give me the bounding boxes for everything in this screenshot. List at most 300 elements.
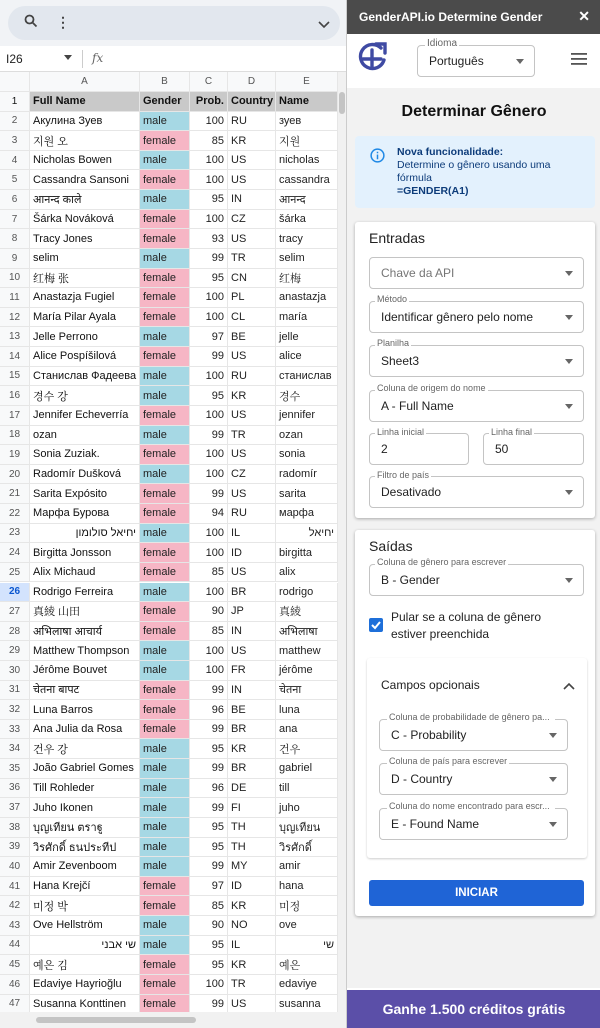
hamburger-menu-icon[interactable] [571,52,587,70]
name-cell[interactable]: Susanna Konttinen [30,995,140,1014]
gender-cell[interactable]: female [140,229,190,248]
country-cell[interactable]: US [228,170,276,189]
country-cell[interactable]: FI [228,798,276,817]
found-name-cell[interactable]: 真綾 [276,602,338,621]
row-number[interactable]: 28 [0,622,30,641]
row-number[interactable]: 4 [0,151,30,170]
row-number[interactable]: 45 [0,955,30,974]
gender-cell[interactable]: female [140,975,190,994]
found-name-column-select[interactable] [379,808,568,840]
start-button[interactable]: INICIAR [369,880,584,906]
found-name-cell[interactable]: ana [276,720,338,739]
gender-cell[interactable]: male [140,367,190,386]
probability-cell[interactable]: 99 [190,426,228,445]
country-cell[interactable]: KR [228,955,276,974]
name-cell[interactable]: 예은 김 [30,955,140,974]
country-cell[interactable]: US [228,995,276,1014]
name-cell[interactable]: שי אבני [30,936,140,955]
probability-cell[interactable]: 85 [190,131,228,150]
name-cell[interactable]: Alice Pospíšilová [30,347,140,366]
country-cell[interactable]: CL [228,308,276,327]
found-name-cell[interactable]: станислав [276,367,338,386]
gender-cell[interactable]: male [140,327,190,346]
gender-cell[interactable]: female [140,622,190,641]
country-cell[interactable]: KR [228,386,276,405]
probability-cell[interactable]: 95 [190,838,228,857]
start-row-input[interactable] [369,433,469,465]
gender-cell[interactable]: female [140,602,190,621]
found-name-cell[interactable]: radomír [276,465,338,484]
country-cell[interactable]: CN [228,269,276,288]
found-name-cell[interactable]: ozan [276,426,338,445]
row-number[interactable]: 12 [0,308,30,327]
name-cell[interactable]: ozan [30,426,140,445]
probability-cell[interactable]: 100 [190,583,228,602]
probability-cell[interactable]: 100 [190,445,228,464]
country-cell[interactable]: RU [228,367,276,386]
header-cell[interactable]: Country [228,92,276,111]
country-cell[interactable]: US [228,151,276,170]
gender-cell[interactable]: male [140,583,190,602]
row-number[interactable]: 25 [0,563,30,582]
found-name-cell[interactable]: juho [276,798,338,817]
country-cell[interactable]: BR [228,583,276,602]
found-name-cell[interactable]: jelle [276,327,338,346]
probability-cell[interactable]: 99 [190,484,228,503]
probability-cell[interactable]: 99 [190,681,228,700]
found-name-cell[interactable]: 红梅 [276,269,338,288]
name-cell[interactable]: Марфа Бурова [30,504,140,523]
found-name-cell[interactable]: วิรศักดิ์ [276,838,338,857]
probability-cell[interactable]: 90 [190,916,228,935]
gender-cell[interactable]: male [140,249,190,268]
country-column-select[interactable] [379,763,568,795]
found-name-cell[interactable]: บุญเทียน [276,818,338,837]
country-cell[interactable]: FR [228,661,276,680]
country-cell[interactable]: IN [228,681,276,700]
gender-cell[interactable]: male [140,190,190,209]
probability-cell[interactable]: 99 [190,995,228,1014]
country-cell[interactable]: CZ [228,465,276,484]
name-cell[interactable]: Juho Ikonen [30,798,140,817]
header-cell[interactable]: Gender [140,92,190,111]
row-number[interactable]: 32 [0,700,30,719]
country-cell[interactable]: US [228,445,276,464]
country-cell[interactable]: TR [228,426,276,445]
gender-cell[interactable]: male [140,151,190,170]
row-number[interactable]: 44 [0,936,30,955]
found-name-cell[interactable]: tracy [276,229,338,248]
gender-cell[interactable]: male [140,386,190,405]
country-cell[interactable]: IL [228,936,276,955]
probability-cell[interactable]: 97 [190,327,228,346]
country-cell[interactable]: IL [228,524,276,543]
gender-cell[interactable]: female [140,877,190,896]
gender-cell[interactable]: female [140,896,190,915]
gender-cell[interactable]: male [140,798,190,817]
found-name-cell[interactable]: cassandra [276,170,338,189]
probability-cell[interactable]: 96 [190,779,228,798]
country-cell[interactable]: TR [228,975,276,994]
found-name-cell[interactable]: sonia [276,445,338,464]
gender-cell[interactable]: male [140,524,190,543]
name-cell[interactable]: วิรศักดิ์ ธนประทีป [30,838,140,857]
gender-cell[interactable]: female [140,308,190,327]
probability-cell[interactable]: 100 [190,367,228,386]
found-name-cell[interactable]: alix [276,563,338,582]
gender-column-select[interactable] [369,564,584,596]
gender-cell[interactable]: female [140,170,190,189]
gender-cell[interactable]: male [140,465,190,484]
probability-cell[interactable]: 95 [190,269,228,288]
name-cell[interactable]: Hana Krejčí [30,877,140,896]
row-number[interactable]: 24 [0,543,30,562]
name-cell[interactable]: 真綾 山田 [30,602,140,621]
name-cell[interactable]: João Gabriel Gomes [30,759,140,778]
found-name-cell[interactable]: 지원 [276,131,338,150]
probability-cell[interactable]: 100 [190,308,228,327]
column-letter[interactable]: A [30,72,140,91]
skip-checkbox[interactable] [369,618,383,632]
name-cell[interactable]: Акулина Зуев [30,112,140,131]
found-name-cell[interactable]: edaviye [276,975,338,994]
row-number[interactable]: 22 [0,504,30,523]
name-cell[interactable]: चेतना बापट [30,681,140,700]
probability-cell[interactable]: 96 [190,700,228,719]
probability-cell[interactable]: 95 [190,818,228,837]
source-column-select[interactable] [369,390,584,422]
name-cell[interactable]: Cassandra Sansoni [30,170,140,189]
name-cell[interactable]: selim [30,249,140,268]
country-cell[interactable]: KR [228,739,276,758]
gender-cell[interactable]: female [140,543,190,562]
found-name-cell[interactable]: 예은 [276,955,338,974]
row-number[interactable]: 43 [0,916,30,935]
name-cell[interactable]: יחיאל סולומון [30,524,140,543]
gender-cell[interactable]: male [140,739,190,758]
probability-cell[interactable]: 99 [190,798,228,817]
country-cell[interactable]: US [228,406,276,425]
name-cell[interactable]: 경수 강 [30,386,140,405]
name-cell[interactable]: आनन्द काले [30,190,140,209]
column-letter[interactable]: B [140,72,190,91]
header-cell[interactable]: Prob. [190,92,228,111]
country-cell[interactable]: US [228,641,276,660]
probability-cell[interactable]: 100 [190,661,228,680]
row-number[interactable]: 20 [0,465,30,484]
name-cell[interactable]: 지원 오 [30,131,140,150]
found-name-cell[interactable]: 경수 [276,386,338,405]
gender-cell[interactable]: female [140,445,190,464]
country-cell[interactable]: US [228,347,276,366]
country-cell[interactable]: JP [228,602,276,621]
row-number[interactable]: 16 [0,386,30,405]
horizontal-scrollbar[interactable] [0,1012,346,1028]
found-name-cell[interactable]: jérôme [276,661,338,680]
probability-cell[interactable]: 100 [190,641,228,660]
country-cell[interactable]: RU [228,112,276,131]
row-number[interactable]: 29 [0,641,30,660]
found-name-cell[interactable]: šárka [276,210,338,229]
method-select[interactable] [369,301,584,333]
probability-cell[interactable]: 100 [190,112,228,131]
column-letter[interactable]: D [228,72,276,91]
country-cell[interactable]: US [228,484,276,503]
gender-cell[interactable]: male [140,112,190,131]
found-name-cell[interactable]: luna [276,700,338,719]
column-letter[interactable]: C [190,72,228,91]
header-cell[interactable]: Full Name [30,92,140,111]
country-cell[interactable]: BE [228,327,276,346]
probability-cell[interactable]: 100 [190,975,228,994]
country-cell[interactable]: DE [228,779,276,798]
probability-cell[interactable]: 99 [190,249,228,268]
row-number[interactable]: 9 [0,249,30,268]
probability-cell[interactable]: 97 [190,877,228,896]
gender-cell[interactable]: female [140,288,190,307]
gender-cell[interactable]: female [140,210,190,229]
probability-cell[interactable]: 85 [190,896,228,915]
country-cell[interactable]: KR [228,131,276,150]
row-number[interactable]: 37 [0,798,30,817]
name-cell[interactable]: Jérôme Bouvet [30,661,140,680]
probability-cell[interactable]: 100 [190,210,228,229]
name-box[interactable]: I26 [6,52,23,66]
found-name-cell[interactable]: марфа [276,504,338,523]
name-box-dropdown-icon[interactable] [64,55,72,60]
country-cell[interactable]: IN [228,622,276,641]
chevron-up-icon[interactable] [563,682,575,690]
found-name-cell[interactable]: अभिलाषा [276,622,338,641]
country-cell[interactable]: MY [228,857,276,876]
found-name-cell[interactable]: зуев [276,112,338,131]
found-name-cell[interactable]: alice [276,347,338,366]
row-number[interactable]: 15 [0,367,30,386]
found-name-cell[interactable]: rodrigo [276,583,338,602]
row-number[interactable]: 7 [0,210,30,229]
language-select[interactable] [417,45,535,77]
probability-cell[interactable]: 94 [190,504,228,523]
found-name-cell[interactable]: 건우 [276,739,338,758]
row-number[interactable]: 35 [0,759,30,778]
name-cell[interactable]: Sarita Expósito [30,484,140,503]
row-number[interactable]: 39 [0,838,30,857]
probability-cell[interactable]: 85 [190,622,228,641]
column-letter[interactable]: E [276,72,338,91]
row-number[interactable]: 18 [0,426,30,445]
gender-cell[interactable]: female [140,563,190,582]
found-name-cell[interactable]: ove [276,916,338,935]
found-name-cell[interactable]: hana [276,877,338,896]
found-name-cell[interactable]: anastazja [276,288,338,307]
gender-cell[interactable]: female [140,995,190,1014]
name-cell[interactable]: บุญเทียน ตราฐู [30,818,140,837]
country-cell[interactable]: TH [228,838,276,857]
name-cell[interactable]: Nicholas Bowen [30,151,140,170]
name-cell[interactable]: Anastazja Fugiel [30,288,140,307]
name-cell[interactable]: Jelle Perrono [30,327,140,346]
probability-cell[interactable]: 95 [190,955,228,974]
found-name-cell[interactable]: maría [276,308,338,327]
country-cell[interactable]: TR [228,249,276,268]
more-vert-icon[interactable]: ⋮ [56,14,70,30]
probability-cell[interactable]: 99 [190,347,228,366]
probability-cell[interactable]: 100 [190,406,228,425]
country-cell[interactable]: BR [228,720,276,739]
found-name-cell[interactable]: nicholas [276,151,338,170]
country-cell[interactable]: TH [228,818,276,837]
gender-cell[interactable]: female [140,347,190,366]
search-icon[interactable] [24,14,38,31]
row-number[interactable]: 46 [0,975,30,994]
row-number[interactable]: 23 [0,524,30,543]
probability-cell[interactable]: 99 [190,720,228,739]
found-name-cell[interactable]: आनन्द [276,190,338,209]
gender-cell[interactable]: female [140,955,190,974]
probability-cell[interactable]: 100 [190,288,228,307]
row-number[interactable]: 8 [0,229,30,248]
name-cell[interactable]: Tracy Jones [30,229,140,248]
name-cell[interactable]: 미정 박 [30,896,140,915]
row-number[interactable]: 38 [0,818,30,837]
row-number[interactable]: 21 [0,484,30,503]
name-cell[interactable]: Ana Julia da Rosa [30,720,140,739]
gender-cell[interactable]: female [140,269,190,288]
name-cell[interactable]: Станислав Фадеева [30,367,140,386]
probability-cell[interactable]: 99 [190,857,228,876]
gender-cell[interactable]: female [140,131,190,150]
name-cell[interactable]: Radomír Dušková [30,465,140,484]
row-number[interactable]: 2 [0,112,30,131]
name-cell[interactable]: Amir Zevenboom [30,857,140,876]
header-cell[interactable]: Name [276,92,338,111]
found-name-cell[interactable]: amir [276,857,338,876]
row-number[interactable]: 31 [0,681,30,700]
gender-cell[interactable]: male [140,936,190,955]
found-name-cell[interactable]: jennifer [276,406,338,425]
corner-cell[interactable] [0,72,30,91]
country-cell[interactable]: BE [228,700,276,719]
vertical-scrollbar[interactable] [338,72,346,1012]
gender-cell[interactable]: male [140,916,190,935]
probability-cell[interactable]: 90 [190,602,228,621]
found-name-cell[interactable]: till [276,779,338,798]
country-cell[interactable]: IN [228,190,276,209]
probability-cell[interactable]: 95 [190,936,228,955]
api-key-select[interactable] [369,257,584,289]
row-number[interactable]: 17 [0,406,30,425]
country-cell[interactable]: NO [228,916,276,935]
row-number[interactable]: 3 [0,131,30,150]
probability-cell[interactable]: 100 [190,465,228,484]
country-cell[interactable]: ID [228,543,276,562]
gender-cell[interactable]: male [140,818,190,837]
row-number[interactable]: 13 [0,327,30,346]
name-cell[interactable]: Alix Michaud [30,563,140,582]
name-cell[interactable]: Birgitta Jonsson [30,543,140,562]
gender-cell[interactable]: male [140,759,190,778]
probability-column-select[interactable] [379,719,568,751]
country-cell[interactable]: PL [228,288,276,307]
row-number[interactable]: 27 [0,602,30,621]
found-name-cell[interactable]: birgitta [276,543,338,562]
row-number[interactable]: 10 [0,269,30,288]
gender-cell[interactable]: female [140,406,190,425]
gender-cell[interactable]: female [140,700,190,719]
name-cell[interactable]: Edaviye Hayrioğlu [30,975,140,994]
row-number[interactable]: 30 [0,661,30,680]
probability-cell[interactable]: 93 [190,229,228,248]
found-name-cell[interactable]: selim [276,249,338,268]
probability-cell[interactable]: 95 [190,739,228,758]
probability-cell[interactable]: 100 [190,543,228,562]
close-icon[interactable]: ✕ [578,8,590,24]
chevron-down-icon[interactable] [318,16,330,32]
country-cell[interactable]: BR [228,759,276,778]
name-cell[interactable]: Ove Hellström [30,916,140,935]
gender-cell[interactable]: male [140,661,190,680]
found-name-cell[interactable]: שי [276,936,338,955]
country-filter-select[interactable] [369,476,584,508]
country-cell[interactable]: RU [228,504,276,523]
row-number[interactable]: 11 [0,288,30,307]
gender-cell[interactable]: male [140,641,190,660]
found-name-cell[interactable]: sarita [276,484,338,503]
found-name-cell[interactable]: יחיאל [276,524,338,543]
free-credits-banner[interactable]: Ganhe 1.500 créditos grátis [347,990,600,1028]
name-cell[interactable]: María Pilar Ayala [30,308,140,327]
gender-cell[interactable]: male [140,857,190,876]
probability-cell[interactable]: 100 [190,170,228,189]
name-cell[interactable]: Rodrigo Ferreira [30,583,140,602]
row-number[interactable]: 47 [0,995,30,1014]
gender-cell[interactable]: male [140,779,190,798]
name-cell[interactable]: Till Rohleder [30,779,140,798]
row-number[interactable]: 34 [0,739,30,758]
probability-cell[interactable]: 99 [190,759,228,778]
country-cell[interactable]: US [228,229,276,248]
country-cell[interactable]: CZ [228,210,276,229]
found-name-cell[interactable]: चेतना [276,681,338,700]
name-cell[interactable]: Jennifer Echeverría [30,406,140,425]
name-cell[interactable]: Šárka Nováková [30,210,140,229]
name-cell[interactable]: 红梅 张 [30,269,140,288]
found-name-cell[interactable]: gabriel [276,759,338,778]
row-number[interactable]: 5 [0,170,30,189]
probability-cell[interactable]: 100 [190,524,228,543]
row-number[interactable]: 36 [0,779,30,798]
name-cell[interactable]: अभिलाषा आचार्य [30,622,140,641]
row-number[interactable]: 26 [0,583,30,602]
row-number[interactable]: 19 [0,445,30,464]
row-number[interactable]: 42 [0,896,30,915]
row-number[interactable]: 41 [0,877,30,896]
probability-cell[interactable]: 100 [190,151,228,170]
gender-cell[interactable]: male [140,838,190,857]
country-cell[interactable]: KR [228,896,276,915]
gender-cell[interactable]: male [140,426,190,445]
probability-cell[interactable]: 95 [190,190,228,209]
row-number[interactable]: 6 [0,190,30,209]
found-name-cell[interactable]: matthew [276,641,338,660]
probability-cell[interactable]: 95 [190,386,228,405]
name-cell[interactable]: Matthew Thompson [30,641,140,660]
row-number[interactable]: 40 [0,857,30,876]
sheet-select[interactable] [369,345,584,377]
gender-cell[interactable]: female [140,484,190,503]
end-row-input[interactable] [483,433,584,465]
name-cell[interactable]: 건우 강 [30,739,140,758]
